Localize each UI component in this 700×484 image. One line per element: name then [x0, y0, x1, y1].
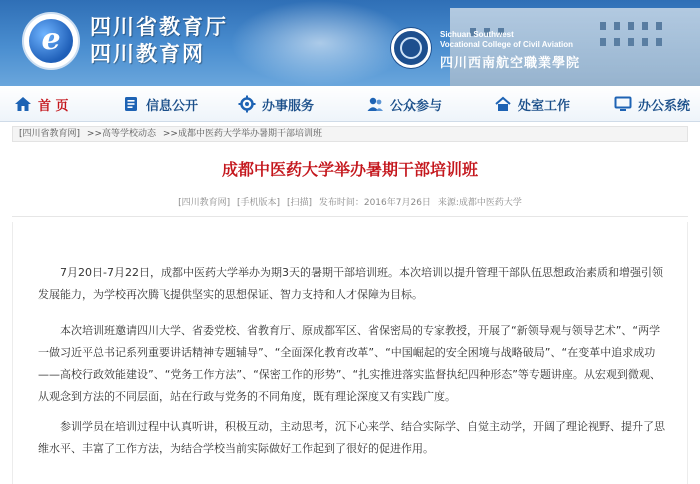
breadcrumb-section[interactable]: >>高等学校动态: [86, 129, 156, 139]
breadcrumb-home[interactable]: [四川省教育网]: [19, 129, 81, 139]
nav-system-label: 办公系统: [638, 98, 691, 114]
monitor-icon: [614, 95, 632, 113]
office-icon: [494, 95, 512, 113]
home-icon: [14, 95, 32, 113]
college-name-en: [440, 30, 573, 50]
meta-source-tag[interactable]: [四川教育网]: [178, 198, 231, 208]
banner-glow: [230, 0, 410, 86]
meta-scan[interactable]: [扫描]: [286, 198, 312, 208]
site-title-line1: 四川省教育厅: [90, 14, 228, 39]
nav-public-label: 公众参与: [390, 98, 443, 114]
service-icon: [238, 95, 256, 113]
article-paragraph-3: 参训学员在培训过程中认真听讲，积极互动，主动思考，沉下心来学、结合实际学、自觉主动学，开阔了理论视野、提升了思维水平、丰富了工作方法，为结合学校当前实际做好工作起到了很好的促进作用。: [38, 420, 665, 455]
nav-service-label: 办事服务: [262, 98, 315, 114]
meta-origin: 来源:成都中医药大学: [437, 198, 522, 208]
site-title-line2: 四川教育网: [90, 41, 205, 66]
breadcrumb-current[interactable]: >>成都中医药大学举办暑期干部培训班: [162, 129, 322, 139]
logo-letter: e: [29, 19, 73, 63]
header-banner: [0, 0, 700, 86]
meta-divider: [12, 216, 688, 217]
nav-service[interactable]: [238, 94, 314, 114]
meta-mobile-version[interactable]: [手机版本]: [237, 198, 281, 208]
article-title: 成都中医药大学举办暑期干部培训班: [221, 160, 478, 179]
site-logo[interactable]: [22, 12, 80, 70]
nav-home[interactable]: [14, 94, 69, 114]
nav-info[interactable]: [122, 94, 198, 114]
nav-office-label: 处室工作: [518, 98, 571, 114]
nav-office[interactable]: [494, 94, 570, 114]
nav-info-label: 信息公开: [146, 98, 199, 114]
info-icon: [122, 95, 140, 113]
people-icon: [366, 95, 384, 113]
nav-home-label: 首 页: [38, 98, 69, 114]
nav-system[interactable]: [614, 94, 690, 114]
meta-published: 发布时间：2016年7月26日: [318, 198, 431, 208]
site-title: [90, 13, 228, 67]
breadcrumb: [12, 126, 688, 142]
nav-public[interactable]: [366, 94, 442, 114]
college-name-en-line1: Sichuan Southwest: [440, 30, 514, 39]
college-seal-icon: [391, 28, 431, 68]
article-paragraph-2: 本次培训班邀请四川大学、省委党校、省教育厅、原成都军区、省保密局的专家教授，开展了“新领导观与领导艺术”、“两学一做习近平总书记系列重要讲话精神专题辅导”、“全面深化教育改革”、“中国崛起的安全困境与战略破局”、“在变革中追求成功——高校行政效能建设”、“党务工作方法”、“保密工作的形势”、“扎实推进落实监督执纪四种形态”等专题讲座。从宏观到微观、从观念到方法的不同层面，站在行政与党务的不同角度，既有理论深度又有实践广度。: [38, 324, 661, 403]
main-nav: [0, 86, 700, 122]
college-name-cn: 四川西南航空職業學院: [440, 56, 581, 71]
article-meta: [0, 195, 700, 208]
article-paragraph-1: 7月20日-7月22日，成都中医药大学举办为期3天的暑期干部培训班。本次培训以提升管理干部队伍思想政治素质和增强引领发展能力，为学校再次腾飞提供坚实的思想保证、智力支持和人才保障为目标。: [38, 266, 663, 301]
college-name-en-line2: Vocational College of Civil Aviation: [440, 40, 574, 49]
